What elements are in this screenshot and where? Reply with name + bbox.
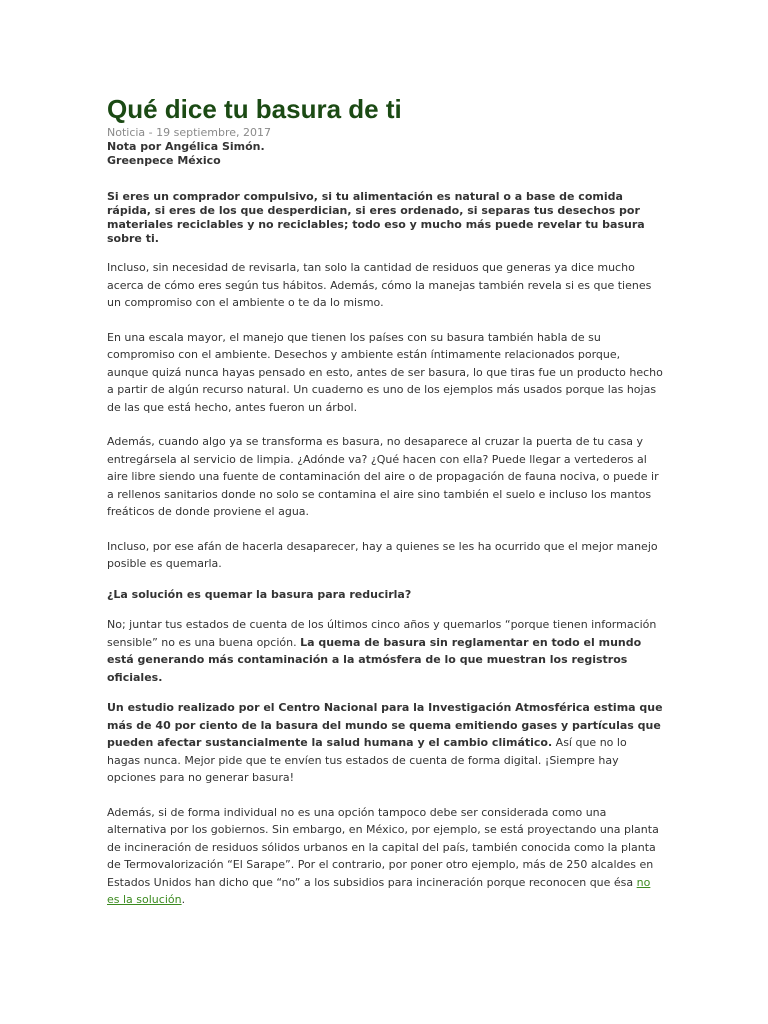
spacer <box>107 603 663 616</box>
paragraph-5 <box>107 616 663 686</box>
article-meta: Noticia - 19 septiembre, 2017 <box>107 126 271 139</box>
paragraph-7-end: . <box>181 893 186 906</box>
paragraph-3: Además, cuando algo ya se transforma es basura, no desaparece al cruzar la puerta de tu casa y entregársela al servicio de limpia. ¿Adónde va? ¿Qué hacen con ella? Puede llegar a vertederos al aire libre siendo una fuente de contaminación del aire o de propagación de fauna nociva, o puede ir a rellenos sanitarios donde no solo se contamina el aire sino también el suelo e incluso los mantos freáticos de donde proviene el agua. <box>107 435 659 518</box>
solution-link[interactable]: no es la solución <box>107 875 651 906</box>
article <box>107 92 663 909</box>
paragraph-1: Incluso, sin necesidad de revisarla, tan solo la cantidad de residuos que generas ya dice mucho acerca de cómo eres según tus hábitos. Además, cómo la manejas también revela si es que tienes un compromiso con el ambiente o te da lo mismo. <box>107 261 652 309</box>
paragraph-6-emphasis: Un estudio realizado por el Centro Nacional para la Investigación Atmosférica estima que más de 40 por ciento de la basura del mundo se quema emitiendo gases y partículas que pueden afectar sustancialmente la salud humana y el cambio climático. <box>107 701 663 749</box>
spacer <box>107 787 663 804</box>
paragraph-6 <box>107 699 663 787</box>
article-lead: Si eres un comprador compulsivo, si tu alimentación es natural o a base de comida rápida, si eres de los que desperdician, si eres ordenado, si separas tus desechos por materiales reciclables y no reciclables; todo eso y mucho más puede revelar tu basura sobre ti. <box>107 190 645 245</box>
spacer <box>107 686 663 699</box>
spacer <box>107 416 663 433</box>
spacer <box>107 246 663 259</box>
paragraph-4: Incluso, por ese afán de hacerla desaparecer, hay a quienes se les ha ocurrido que el mejor manejo posible es quemarla. <box>107 539 658 570</box>
paragraph-2: En una escala mayor, el manejo que tienen los países con su basura también habla de su compromiso con el ambiente. Desechos y ambiente están íntimamente relacionados porque, aunque quizá nunca hayas pensado en esto, antes de ser basura, lo que tiras fue un producto hecho a partir de algún recurso natural. Un cuaderno es uno de los ejemplos más usados porque las hojas de las que está hecho, antes fueron un árbol. <box>107 330 663 414</box>
article-title: Qué dice tu basura de ti <box>107 94 402 124</box>
paragraph-5-text: No; juntar tus estados de cuenta de los últimos cinco años y quemarlos “porque tienen información sensible” no es una buena opción. <box>107 618 657 649</box>
paragraph-5-emphasis: La quema de basura sin reglamentar en todo el mundo está generando más contaminación a la atmósfera de lo que muestran los registros oficiales. <box>107 635 642 684</box>
spacer <box>107 573 663 586</box>
byline-organization: Greenpece México <box>107 154 221 167</box>
byline-author: Nota por Angélica Simón. <box>107 140 265 153</box>
spacer <box>107 521 663 538</box>
paragraph-6-text: Así que no lo hagas nunca. Mejor pide que te envíen tus estados de cuenta de forma digital. ¡Siempre hay opciones para no generar basura! <box>107 736 627 784</box>
paragraph-7 <box>107 804 663 909</box>
paragraph-7-text: Además, si de forma individual no es una opción tampoco debe ser considerada como una alternativa por los gobiernos. Sin embargo, en México, por ejemplo, se está proyectando una planta de incineración de residuos sólidos urbanos en la capital del país, también conocida como la planta de Termovalorización “El Sarape”. Por el contrario, por poner otro ejemplo, más de 250 alcaldes en Estados Unidos han dicho que “no” a los subsidios para incineración porque reconocen que ésa <box>107 805 659 889</box>
section-subheading: ¿La solución es quemar la basura para reducirla? <box>107 587 412 601</box>
spacer <box>107 312 663 329</box>
